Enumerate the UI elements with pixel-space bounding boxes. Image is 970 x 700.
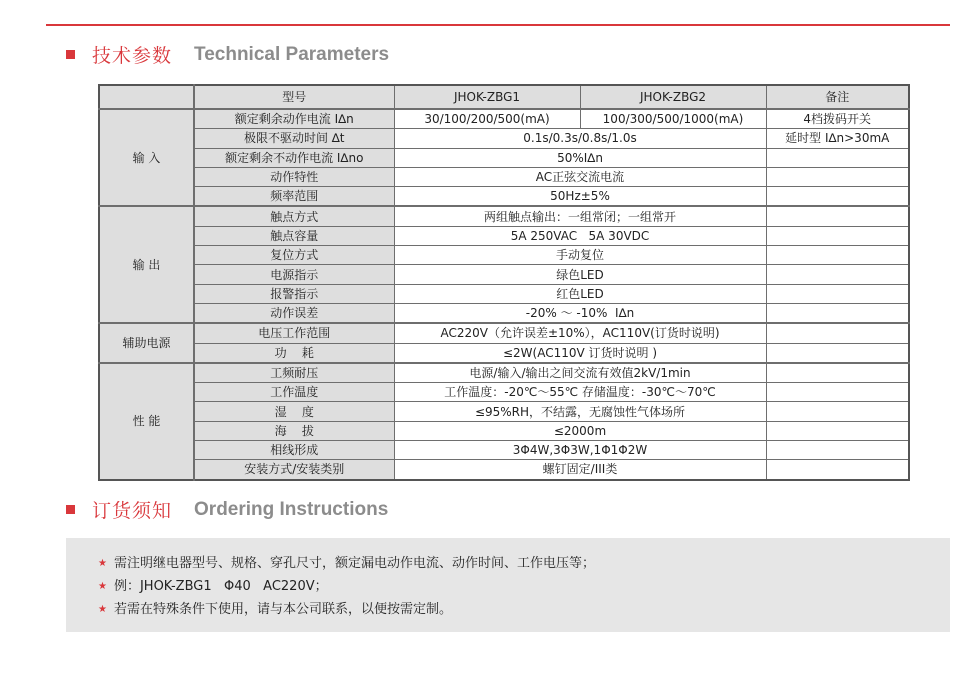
param-name: 触点方式 [194, 206, 394, 226]
param-value: ≤2000m [394, 421, 766, 440]
param-remark: 延时型 I∆n>30mA [766, 129, 909, 148]
param-name: 额定剩余不动作电流 I∆no [194, 148, 394, 167]
table-row [99, 167, 909, 186]
star-icon: ★ [98, 604, 107, 615]
param-remark [766, 265, 909, 284]
note-text: 需注明继电器型号、规格、穿孔尺寸，额定漏电动作电流、动作时间、工作电压等； [113, 556, 595, 571]
param-name: 动作特性 [194, 167, 394, 186]
param-value: 50%I∆n [394, 148, 766, 167]
table-row [99, 109, 909, 129]
param-remark [766, 363, 909, 383]
param-name: 工频耐压 [194, 363, 394, 383]
table-row [99, 265, 909, 284]
group-output: 输 出 [99, 206, 194, 323]
param-value: 手动复位 [394, 246, 766, 265]
table-row [99, 441, 909, 460]
param-remark [766, 441, 909, 460]
table-row [99, 323, 909, 343]
table-row [99, 460, 909, 480]
param-value: -20% ～ -10% I∆n [394, 303, 766, 323]
table-row [99, 187, 909, 207]
section-header-ordering [66, 496, 388, 523]
param-remark [766, 167, 909, 186]
param-remark [766, 402, 909, 421]
group-performance: 性 能 [99, 363, 194, 480]
notes-list [66, 538, 950, 621]
param-value-zbg1: 30/100/200/500(mA) [394, 109, 580, 129]
ordering-notes-panel [66, 538, 950, 632]
param-name: 工作温度 [194, 383, 394, 402]
param-value: ≤2W(AC110V 订货时说明 ) [394, 343, 766, 363]
table-row [99, 363, 909, 383]
param-remark [766, 246, 909, 265]
param-value: 红色LED [394, 284, 766, 303]
param-value: 绿色LED [394, 265, 766, 284]
table-row [99, 246, 909, 265]
param-remark [766, 206, 909, 226]
param-name: 极限不驱动时间 ∆t [194, 129, 394, 148]
square-bullet-icon [66, 50, 75, 59]
param-remark [766, 323, 909, 343]
note-text: 若需在特殊条件下使用，请与本公司联系，以便按需定制。 [113, 602, 452, 617]
param-name: 动作误差 [194, 303, 394, 323]
param-name: 频率范围 [194, 187, 394, 207]
table-row [99, 284, 909, 303]
param-remark [766, 303, 909, 323]
param-remark [766, 148, 909, 167]
param-remark [766, 226, 909, 245]
param-value-zbg2: 100/300/500/1000(mA) [580, 109, 766, 129]
top-divider [46, 24, 950, 26]
param-value: 工作温度：-20℃～55℃ 存储温度：-30℃～70℃ [394, 383, 766, 402]
section-title-en: Ordering Instructions [194, 498, 389, 520]
list-item [98, 552, 950, 575]
param-name: 触点容量 [194, 226, 394, 245]
table-row [99, 402, 909, 421]
header-model: 型号 [194, 85, 394, 109]
param-value: 50Hz±5% [394, 187, 766, 207]
param-remark [766, 383, 909, 402]
parameters-table [98, 84, 910, 481]
table-row [99, 226, 909, 245]
list-item [98, 575, 950, 598]
table-row [99, 303, 909, 323]
header-zbg1: JHOK-ZBG1 [394, 85, 580, 109]
table-row [99, 421, 909, 440]
param-name: 海 拔 [194, 421, 394, 440]
section-title-cn: 订货须知 [92, 500, 173, 522]
param-remark [766, 187, 909, 207]
note-text: 例：JHOK-ZBG1 Φ40 AC220V； [113, 579, 328, 594]
param-remark [766, 421, 909, 440]
param-name: 电源指示 [194, 265, 394, 284]
section-title-cn: 技术参数 [92, 45, 173, 67]
table-row [99, 148, 909, 167]
table-row [99, 343, 909, 363]
star-icon: ★ [98, 581, 107, 592]
param-value: 0.1s/0.3s/0.8s/1.0s [394, 129, 766, 148]
param-name: 安装方式/安装类别 [194, 460, 394, 480]
header-remark: 备注 [766, 85, 909, 109]
param-name: 相线形成 [194, 441, 394, 460]
param-name: 湿 度 [194, 402, 394, 421]
param-remark: 4档拨码开关 [766, 109, 909, 129]
param-value: AC220V（允许误差±10%），AC110V(订货时说明) [394, 323, 766, 343]
param-remark [766, 284, 909, 303]
param-value: 电源/输入/输出之间交流有效值2kV/1min [394, 363, 766, 383]
group-aux-power: 辅助电源 [99, 323, 194, 363]
header-zbg2: JHOK-ZBG2 [580, 85, 766, 109]
table-row [99, 206, 909, 226]
header-corner [99, 85, 194, 109]
param-value: 两组触点输出：一组常闭；一组常开 [394, 206, 766, 226]
table-header-row [99, 85, 909, 109]
list-item [98, 598, 950, 621]
table-row [99, 383, 909, 402]
param-value: 5A 250VAC 5A 30VDC [394, 226, 766, 245]
param-remark [766, 460, 909, 480]
param-value: 螺钉固定/III类 [394, 460, 766, 480]
param-name: 功 耗 [194, 343, 394, 363]
param-value: AC正弦交流电流 [394, 167, 766, 186]
param-name: 电压工作范围 [194, 323, 394, 343]
section-title-en: Technical Parameters [194, 43, 390, 65]
star-icon: ★ [98, 558, 107, 569]
group-input: 输 入 [99, 109, 194, 206]
param-value: ≤95%RH，不结露，无腐蚀性气体场所 [394, 402, 766, 421]
param-name: 额定剩余动作电流 I∆n [194, 109, 394, 129]
param-remark [766, 343, 909, 363]
table-row [99, 129, 909, 148]
param-name: 复位方式 [194, 246, 394, 265]
square-bullet-icon [66, 505, 75, 514]
param-value: 3Φ4W,3Φ3W,1Φ1Φ2W [394, 441, 766, 460]
section-header-technical [66, 41, 389, 68]
param-name: 报警指示 [194, 284, 394, 303]
